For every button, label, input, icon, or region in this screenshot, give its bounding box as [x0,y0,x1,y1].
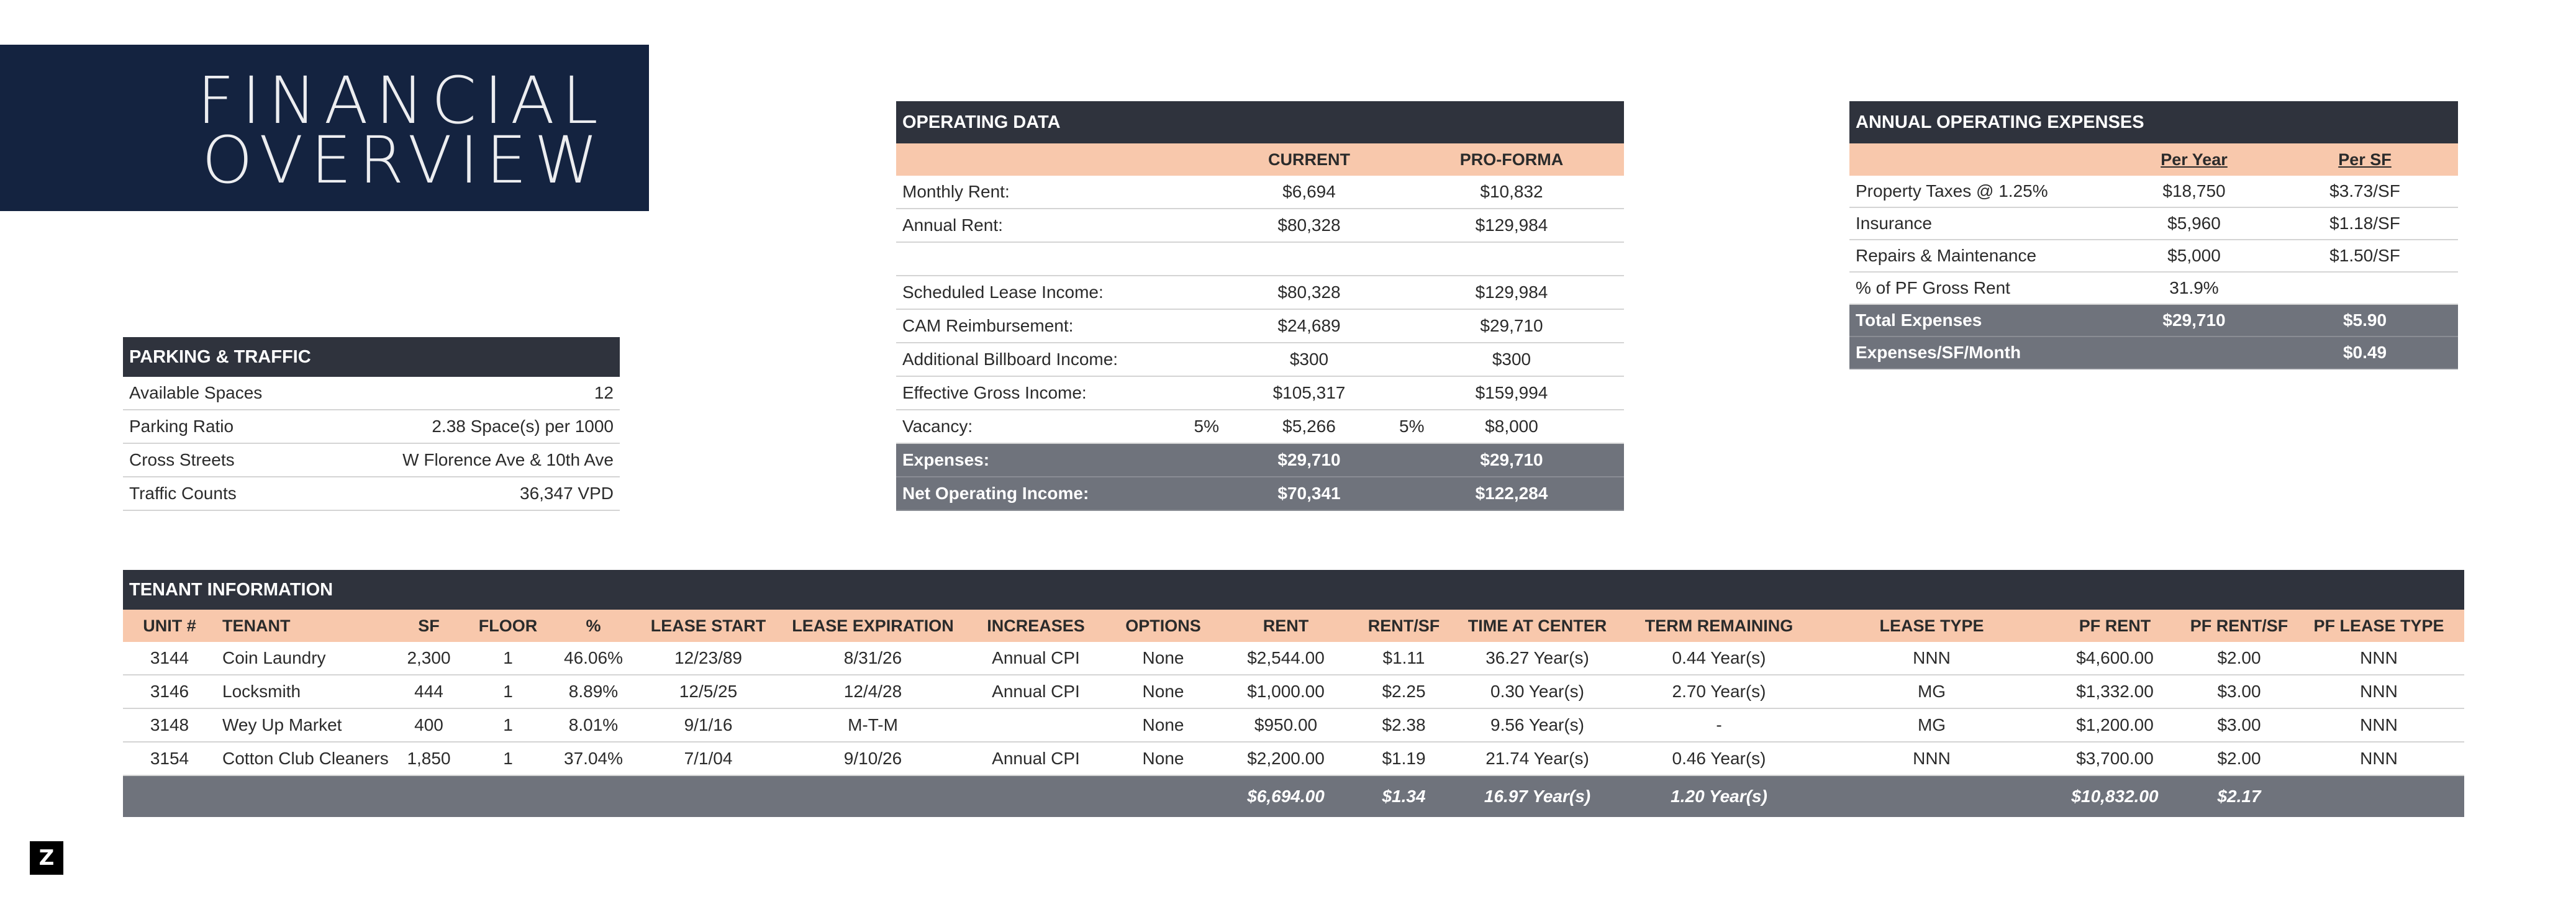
operating-proforma-cell [1399,316,1624,336]
operating-label: Vacancy: [902,417,973,436]
parking-row [123,377,620,410]
annual-label: Insurance [1856,214,1932,233]
tenant-cell-term: 0.46 Year(s) [1672,749,1766,768]
tenant-cell-tac: 36.27 Year(s) [1485,648,1589,667]
col-pf-rent: PF RENT [2079,616,2151,635]
operating-proforma: $300 [1492,350,1531,369]
col-term-remaining: TERM REMAINING [1644,616,1794,635]
tenant-cell-term: 0.44 Year(s) [1672,648,1766,667]
tenant-cell-sf: 444 [414,682,443,701]
tenant-cell-unit: 3146 [150,682,189,701]
parking-value: 36,347 VPD [520,484,614,503]
annual-per-year: $5,000 [2167,246,2221,265]
tenant-cell-sf: 400 [414,715,443,734]
operating-current: $80,328 [1277,282,1341,302]
annual-total-year: $29,710 [2162,310,2226,330]
operating-total-proforma: $122,284 [1475,484,1548,503]
annual-per-year: $18,750 [2162,181,2226,201]
operating-label: Effective Gross Income: [902,383,1087,402]
operating-proforma: $29,710 [1480,316,1543,335]
tenant-cell-pflt: NNN [2360,648,2398,667]
operating-row [896,343,1624,377]
operating-label: Monthly Rent: [902,182,1010,201]
annual-total-label: Total Expenses [1856,310,1982,330]
annual-total-sf: $0.49 [2342,343,2387,362]
annual-label: Repairs & Maintenance [1856,246,2037,265]
parking-row [123,444,620,477]
tenant-cell-sf: 2,300 [407,648,451,667]
operating-proforma-cell [1399,417,1624,436]
parking-label: Cross Streets [129,450,235,469]
parking-row [123,477,620,511]
tenant-cell-pct: 46.06% [564,648,623,667]
tenant-cell-rent: $2,200.00 [1247,749,1325,768]
col-pct: % [586,616,601,635]
tenant-cell-inc: Annual CPI [992,749,1080,768]
brand-logo-icon: Z [30,841,63,875]
operating-proforma: $8,000 [1485,417,1538,436]
col-options: OPTIONS [1125,616,1201,635]
total-time-at-center: 16.97 Year(s) [1484,787,1591,806]
tenant-cell-floor: 1 [503,749,513,768]
parking-label: Traffic Counts [129,484,237,503]
col-lease-expiration: LEASE EXPIRATION [792,616,954,635]
operating-proforma-cell [1399,383,1624,403]
tenant-cell-exp: 12/4/28 [843,682,902,701]
col-sf: SF [418,616,440,635]
annual-total-label: Expenses/SF/Month [1856,343,2021,362]
tenant-cell-start: 7/1/04 [684,749,733,768]
tenant-header: TENANT INFORMATION [123,570,2464,610]
operating-row [896,310,1624,343]
tenant-cell-inc: Annual CPI [992,682,1080,701]
tenant-cell-start: 12/5/25 [679,682,738,701]
operating-current: $80,328 [1277,215,1341,235]
parking-label: Available Spaces [129,383,263,402]
annual-total-row [1849,305,2458,337]
col-per-year: Per Year [2161,150,2228,169]
tenant-cell-rsf: $2.38 [1382,715,1426,734]
operating-proforma-cell [1399,282,1624,302]
operating-proforma: $129,984 [1475,282,1548,302]
operating-row [896,377,1624,410]
title-block [0,45,649,211]
operating-column-header [896,143,1624,176]
operating-proforma: $129,984 [1475,215,1548,235]
tenant-cell-lt: MG [1917,682,1946,701]
tenant-cell-floor: 1 [503,648,513,667]
annual-per-sf: $1.18/SF [2329,214,2400,233]
col-floor: FLOOR [478,616,538,635]
tenant-cell-tac: 21.74 Year(s) [1485,749,1589,768]
annual-expenses-table [1849,101,2458,369]
tenant-cell-pflt: NNN [2360,715,2398,734]
tenant-totals-row [123,776,2464,817]
tenant-cell-pflt: NNN [2360,749,2398,768]
tenant-information-table [123,570,2464,817]
col-proforma: PRO-FORMA [1459,150,1564,169]
operating-proforma: $159,994 [1475,383,1548,402]
operating-label: CAM Reimbursement: [902,316,1074,335]
tenant-cell-lt: NNN [1913,648,1951,667]
annual-per-year: $5,960 [2167,214,2221,233]
tenant-cell-pct: 8.89% [568,682,619,701]
operating-total-row [896,444,1624,477]
operating-row [896,209,1624,243]
col-pf-rent-sf: PF RENT/SF [2190,616,2288,635]
tenant-cell-opt: None [1142,682,1184,701]
annual-per-year: 31.9% [2169,278,2219,297]
operating-proforma: $10,832 [1480,182,1543,201]
table-row [123,709,2464,743]
tenant-cell-floor: 1 [503,715,513,734]
tenant-cell-unit: 3148 [150,715,189,734]
table-row [123,675,2464,709]
annual-row [1849,208,2458,240]
operating-total-row [896,477,1624,511]
operating-total-current: $29,710 [1277,450,1341,469]
operating-pct-proforma: 5% [1399,417,1425,436]
tenant-cell-opt: None [1142,749,1184,768]
operating-proforma-cell [1399,215,1624,235]
tenant-cell-lt: MG [1917,715,1946,734]
tenant-cell-rent: $1,000.00 [1247,682,1325,701]
operating-proforma-cell [1399,350,1624,369]
col-per-sf: Per SF [2338,150,2392,169]
operating-current: $105,317 [1272,383,1346,402]
operating-row [896,243,1624,276]
col-time-at-center: TIME AT CENTER [1467,616,1607,635]
tenant-cell-pfr: $1,200.00 [2076,715,2154,734]
annual-label: % of PF Gross Rent [1856,278,2010,297]
tenant-cell-pfrsf: $3.00 [2217,682,2261,701]
col-tenant: TENANT [222,616,291,635]
tenant-cell-tenant: Cotton Club Cleaners [222,749,389,768]
parking-value: W Florence Ave & 10th Ave [402,450,614,469]
annual-per-sf: $3.73/SF [2329,181,2400,201]
tenant-cell-exp: 8/31/26 [843,648,902,667]
parking-label: Parking Ratio [129,417,234,436]
operating-total-proforma: $29,710 [1480,450,1543,469]
tenant-cell-pflt: NNN [2360,682,2398,701]
tenant-cell-tenant: Coin Laundry [222,648,326,667]
operating-label: Scheduled Lease Income: [902,282,1104,302]
parking-value: 12 [594,383,614,402]
parking-value: 2.38 Space(s) per 1000 [432,417,614,436]
tenant-cell-inc: Annual CPI [992,648,1080,667]
total-term-remaining: 1.20 Year(s) [1671,787,1767,806]
tenant-cell-term: - [1716,715,1722,734]
tenant-cell-exp: M-T-M [848,715,898,734]
tenant-cell-opt: None [1142,715,1184,734]
operating-label: Annual Rent: [902,215,1003,235]
operating-current: $6,694 [1282,182,1336,201]
total-rent: $6,694.00 [1247,787,1325,806]
tenant-cell-opt: None [1142,648,1184,667]
operating-row [896,276,1624,310]
annual-per-sf: $1.50/SF [2329,246,2400,265]
tenant-cell-pfrsf: $3.00 [2217,715,2261,734]
operating-row [896,410,1624,444]
col-rent-sf: RENT/SF [1367,616,1440,635]
operating-current: $5,266 [1282,417,1336,436]
tenant-column-header [123,610,2464,642]
total-pf-rent: $10,832.00 [2071,787,2159,806]
operating-total-current: $70,341 [1277,484,1341,503]
tenant-cell-tac: 9.56 Year(s) [1490,715,1584,734]
tenant-cell-pfr: $1,332.00 [2076,682,2154,701]
operating-pct-current: 5% [1194,417,1219,436]
table-row [123,743,2464,776]
annual-label: Property Taxes @ 1.25% [1856,181,2048,201]
tenant-cell-unit: 3144 [150,648,189,667]
parking-row [123,410,620,444]
tenant-cell-tenant: Wey Up Market [222,715,342,734]
operating-current: $300 [1289,350,1329,369]
tenant-cell-pfr: $3,700.00 [2076,749,2154,768]
tenant-cell-pfrsf: $2.00 [2217,648,2261,667]
page-title-line1: FINANCIAL [197,63,605,138]
operating-total-label: Expenses: [902,450,990,469]
col-current: CURRENT [1268,150,1350,169]
annual-column-header [1849,143,2458,176]
annual-total-sf: $5.90 [2342,310,2387,330]
page-title-line2: OVERVIEW [202,122,605,198]
annual-header: ANNUAL OPERATING EXPENSES [1849,101,2458,143]
table-row [123,642,2464,675]
parking-traffic-table [123,337,620,511]
operating-proforma-cell [1399,182,1624,202]
tenant-cell-tac: 0.30 Year(s) [1490,682,1584,701]
tenant-cell-rsf: $1.19 [1382,749,1426,768]
tenant-cell-pfr: $4,600.00 [2076,648,2154,667]
tenant-cell-floor: 1 [503,682,513,701]
total-rent-sf: $1.34 [1382,787,1426,806]
operating-current: $24,689 [1277,316,1341,335]
annual-row [1849,176,2458,208]
tenant-cell-rsf: $1.11 [1382,648,1425,667]
col-pf-lease-type: PF LEASE TYPE [2313,616,2444,635]
operating-header: OPERATING DATA [896,101,1624,143]
tenant-cell-sf: 1,850 [407,749,451,768]
tenant-cell-tenant: Locksmith [222,682,301,701]
col-unit: UNIT # [143,616,196,635]
operating-data-table [896,101,1624,511]
tenant-cell-start: 12/23/89 [674,648,742,667]
operating-row [896,176,1624,209]
col-lease-type: LEASE TYPE [1879,616,1984,635]
tenant-cell-pct: 37.04% [564,749,623,768]
total-pf-rent-sf: $2.17 [2217,787,2261,806]
tenant-cell-rsf: $2.25 [1382,682,1426,701]
operating-label: Additional Billboard Income: [902,350,1118,369]
annual-row [1849,273,2458,305]
tenant-cell-unit: 3154 [150,749,189,768]
tenant-cell-term: 2.70 Year(s) [1672,682,1766,701]
tenant-cell-rent: $2,544.00 [1247,648,1325,667]
operating-total-label: Net Operating Income: [902,484,1089,503]
tenant-cell-exp: 9/10/26 [843,749,902,768]
tenant-cell-rent: $950.00 [1254,715,1318,734]
tenant-cell-pct: 8.01% [568,715,619,734]
parking-header: PARKING & TRAFFIC [123,337,620,377]
col-increases: INCREASES [987,616,1085,635]
annual-row [1849,240,2458,273]
tenant-cell-lt: NNN [1913,749,1951,768]
tenant-cell-start: 9/1/16 [684,715,733,734]
tenant-cell-pfrsf: $2.00 [2217,749,2261,768]
col-lease-start: LEASE START [650,616,766,635]
annual-total-row [1849,337,2458,369]
col-rent: RENT [1263,616,1309,635]
